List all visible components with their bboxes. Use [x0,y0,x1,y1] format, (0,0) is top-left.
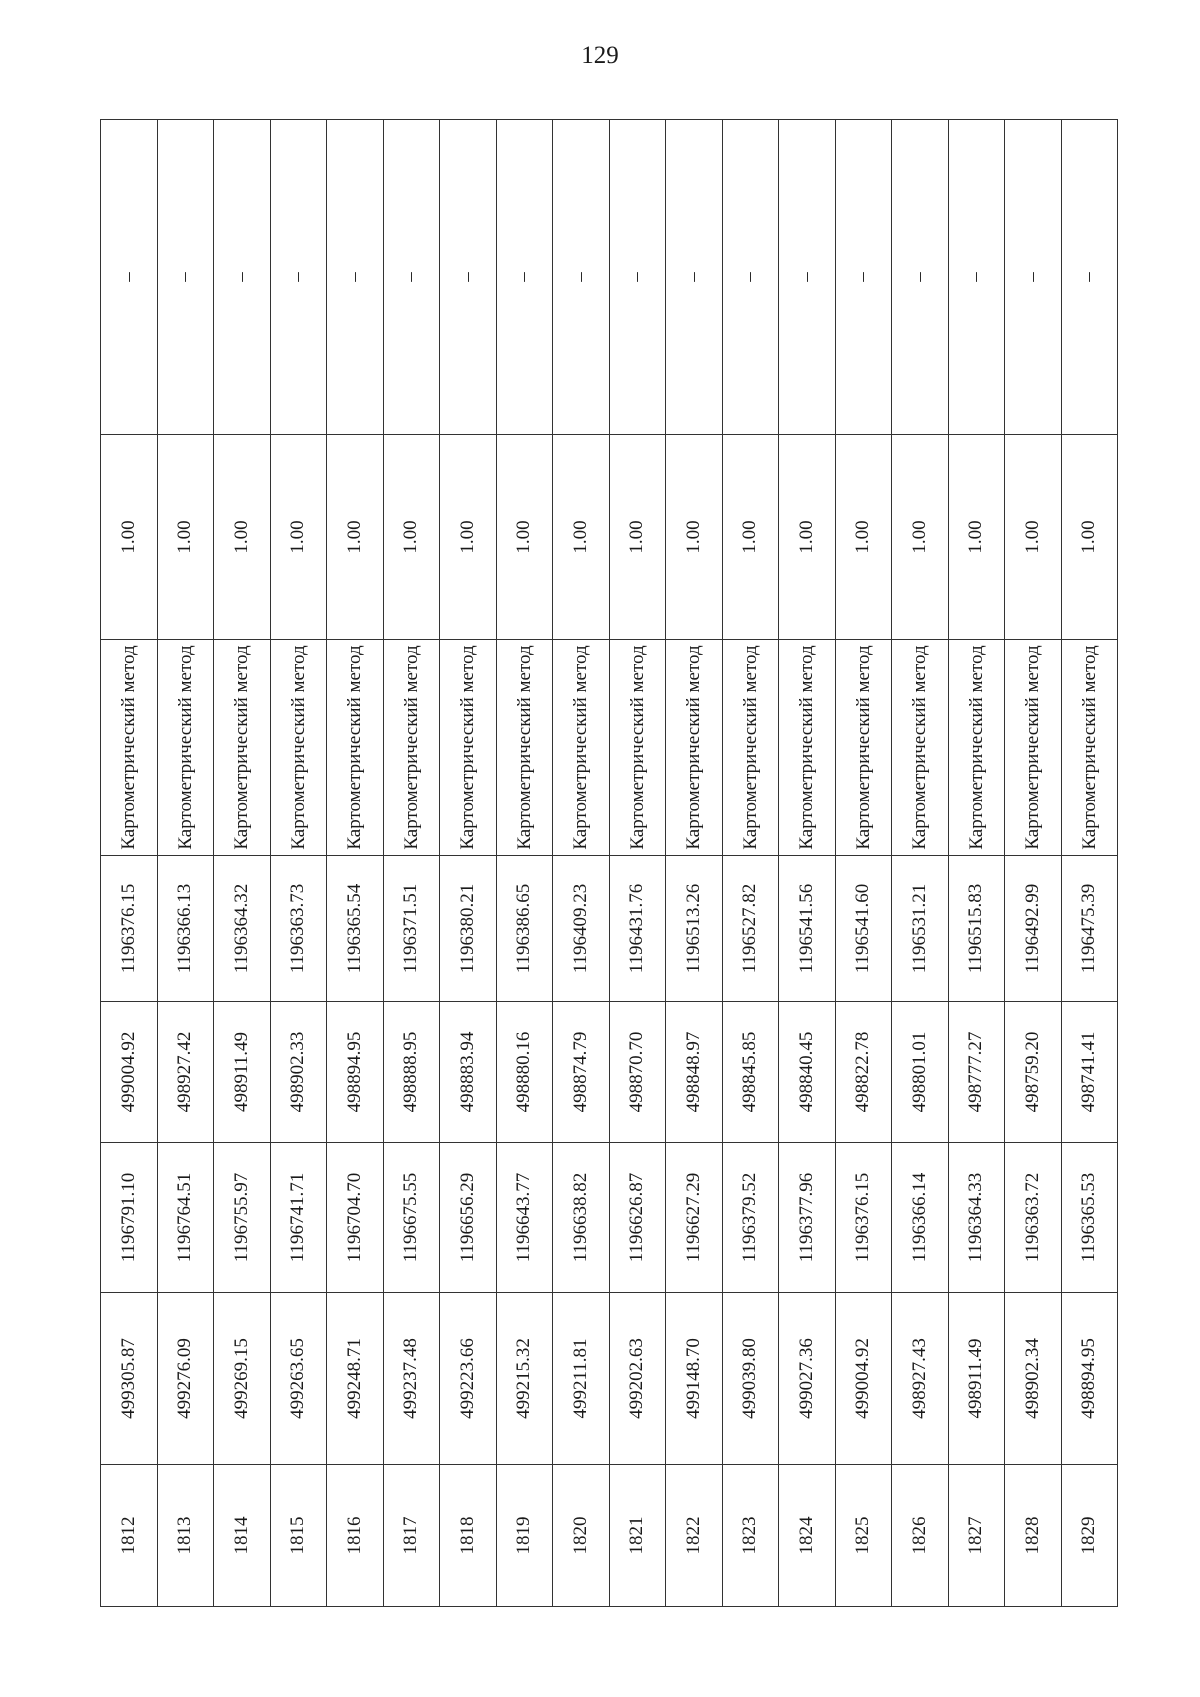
point-number-cell: 1812 [101,1465,158,1607]
accuracy-cell: 1.00 [835,435,892,640]
x-coordinate-2-cell: 498840.45 [779,1002,836,1143]
y-coordinate-cell: 1196643.77 [496,1143,553,1293]
x-coordinate-cell: 499202.63 [609,1293,666,1465]
point-number-cell: 1814 [214,1465,271,1607]
note-cell: – [948,120,1005,435]
rotated-table-inner [100,120,1118,1607]
y-coordinate-2-cell: 1196371.51 [383,856,440,1002]
table-row [214,120,271,1607]
x-coordinate-2-cell: 498880.16 [496,1002,553,1143]
point-number-cell: 1816 [327,1465,384,1607]
x-coordinate-2-cell: 498848.97 [666,1002,723,1143]
x-coordinate-2-cell: 498911.49 [214,1002,271,1143]
x-coordinate-2-cell: 498777.27 [948,1002,1005,1143]
accuracy-cell: 1.00 [496,435,553,640]
note-cell: – [496,120,553,435]
accuracy-cell: 1.00 [440,435,497,640]
y-coordinate-2-cell: 1196380.21 [440,856,497,1002]
point-number-cell: 1822 [666,1465,723,1607]
accuracy-cell: 1.00 [553,435,610,640]
method-cell: Картометрический метод [666,640,723,856]
method-cell: Картометрический метод [835,640,892,856]
y-coordinate-2-cell: 1196475.39 [1061,856,1118,1002]
table-row [101,120,158,1607]
method-cell: Картометрический метод [779,640,836,856]
point-number-cell: 1817 [383,1465,440,1607]
method-cell: Картометрический метод [327,640,384,856]
x-coordinate-2-cell: 498741.41 [1061,1002,1118,1143]
x-coordinate-2-cell: 498822.78 [835,1002,892,1143]
x-coordinate-cell: 499237.48 [383,1293,440,1465]
y-coordinate-cell: 1196377.96 [779,1143,836,1293]
note-cell: – [327,120,384,435]
y-coordinate-cell: 1196755.97 [214,1143,271,1293]
x-coordinate-2-cell: 498927.42 [157,1002,214,1143]
note-cell: – [383,120,440,435]
point-number-cell: 1826 [892,1465,949,1607]
x-coordinate-cell: 499305.87 [101,1293,158,1465]
note-cell: – [722,120,779,435]
y-coordinate-cell: 1196791.10 [101,1143,158,1293]
table-row [1061,120,1118,1607]
note-cell: – [270,120,327,435]
point-number-cell: 1818 [440,1465,497,1607]
accuracy-cell: 1.00 [214,435,271,640]
y-coordinate-cell: 1196376.15 [835,1143,892,1293]
x-coordinate-2-cell: 499004.92 [101,1002,158,1143]
y-coordinate-2-cell: 1196515.83 [948,856,1005,1002]
y-coordinate-2-cell: 1196527.82 [722,856,779,1002]
y-coordinate-cell: 1196764.51 [157,1143,214,1293]
y-coordinate-2-cell: 1196513.26 [666,856,723,1002]
x-coordinate-cell: 498894.95 [1061,1293,1118,1465]
y-coordinate-cell: 1196675.55 [383,1143,440,1293]
x-coordinate-2-cell: 498894.95 [327,1002,384,1143]
method-cell: Картометрический метод [496,640,553,856]
table-row [892,120,949,1607]
point-number-cell: 1829 [1061,1465,1118,1607]
x-coordinate-cell: 498902.34 [1005,1293,1062,1465]
x-coordinate-cell: 499276.09 [157,1293,214,1465]
accuracy-cell: 1.00 [779,435,836,640]
y-coordinate-2-cell: 1196541.60 [835,856,892,1002]
x-coordinate-cell: 499223.66 [440,1293,497,1465]
note-cell: – [214,120,271,435]
point-number-cell: 1813 [157,1465,214,1607]
table-body [101,120,1118,1607]
y-coordinate-cell: 1196704.70 [327,1143,384,1293]
note-cell: – [157,120,214,435]
x-coordinate-cell: 499248.71 [327,1293,384,1465]
note-cell: – [1061,120,1118,435]
x-coordinate-2-cell: 498902.33 [270,1002,327,1143]
method-cell: Картометрический метод [270,640,327,856]
x-coordinate-cell: 499039.80 [722,1293,779,1465]
y-coordinate-cell: 1196626.87 [609,1143,666,1293]
y-coordinate-cell: 1196363.72 [1005,1143,1062,1293]
table-row [440,120,497,1607]
y-coordinate-cell: 1196627.29 [666,1143,723,1293]
method-cell: Картометрический метод [214,640,271,856]
y-coordinate-2-cell: 1196366.13 [157,856,214,1002]
x-coordinate-2-cell: 498874.79 [553,1002,610,1143]
x-coordinate-cell: 499215.32 [496,1293,553,1465]
point-number-cell: 1821 [609,1465,666,1607]
method-cell: Картометрический метод [609,640,666,856]
table-row [835,120,892,1607]
x-coordinate-2-cell: 498888.95 [383,1002,440,1143]
y-coordinate-2-cell: 1196531.21 [892,856,949,1002]
table-row [609,120,666,1607]
note-cell: – [666,120,723,435]
x-coordinate-2-cell: 498801.01 [892,1002,949,1143]
method-cell: Картометрический метод [722,640,779,856]
accuracy-cell: 1.00 [383,435,440,640]
x-coordinate-cell: 499211.81 [553,1293,610,1465]
table-row [270,120,327,1607]
x-coordinate-cell: 498927.43 [892,1293,949,1465]
accuracy-cell: 1.00 [892,435,949,640]
method-cell: Картометрический метод [157,640,214,856]
y-coordinate-cell: 1196656.29 [440,1143,497,1293]
x-coordinate-2-cell: 498759.20 [1005,1002,1062,1143]
accuracy-cell: 1.00 [327,435,384,640]
coordinates-table [100,119,1118,1607]
y-coordinate-cell: 1196379.52 [722,1143,779,1293]
table-row [383,120,440,1607]
y-coordinate-cell: 1196638.82 [553,1143,610,1293]
note-cell: – [553,120,610,435]
accuracy-cell: 1.00 [270,435,327,640]
table-row [327,120,384,1607]
method-cell: Картометрический метод [948,640,1005,856]
method-cell: Картометрический метод [1061,640,1118,856]
y-coordinate-cell: 1196365.53 [1061,1143,1118,1293]
note-cell: – [835,120,892,435]
y-coordinate-2-cell: 1196492.99 [1005,856,1062,1002]
y-coordinate-2-cell: 1196376.15 [101,856,158,1002]
y-coordinate-cell: 1196366.14 [892,1143,949,1293]
y-coordinate-2-cell: 1196364.32 [214,856,271,1002]
table-row [779,120,836,1607]
y-coordinate-2-cell: 1196386.65 [496,856,553,1002]
method-cell: Картометрический метод [101,640,158,856]
x-coordinate-cell: 499269.15 [214,1293,271,1465]
note-cell: – [892,120,949,435]
accuracy-cell: 1.00 [1005,435,1062,640]
accuracy-cell: 1.00 [609,435,666,640]
x-coordinate-cell: 499148.70 [666,1293,723,1465]
point-number-cell: 1819 [496,1465,553,1607]
accuracy-cell: 1.00 [948,435,1005,640]
y-coordinate-cell: 1196741.71 [270,1143,327,1293]
point-number-cell: 1825 [835,1465,892,1607]
accuracy-cell: 1.00 [101,435,158,640]
point-number-cell: 1823 [722,1465,779,1607]
note-cell: – [101,120,158,435]
accuracy-cell: 1.00 [722,435,779,640]
point-number-cell: 1820 [553,1465,610,1607]
note-cell: – [440,120,497,435]
x-coordinate-2-cell: 498845.85 [722,1002,779,1143]
table-row [496,120,553,1607]
table-row [553,120,610,1607]
y-coordinate-2-cell: 1196409.23 [553,856,610,1002]
rotated-table-wrapper [100,120,1118,1607]
table-row [666,120,723,1607]
x-coordinate-2-cell: 498870.70 [609,1002,666,1143]
table-row [948,120,1005,1607]
accuracy-cell: 1.00 [157,435,214,640]
y-coordinate-2-cell: 1196431.76 [609,856,666,1002]
point-number-cell: 1824 [779,1465,836,1607]
table-row [157,120,214,1607]
method-cell: Картометрический метод [383,640,440,856]
x-coordinate-2-cell: 498883.94 [440,1002,497,1143]
method-cell: Картометрический метод [1005,640,1062,856]
x-coordinate-cell: 499263.65 [270,1293,327,1465]
x-coordinate-cell: 498911.49 [948,1293,1005,1465]
table-row [722,120,779,1607]
method-cell: Картометрический метод [440,640,497,856]
note-cell: – [779,120,836,435]
point-number-cell: 1815 [270,1465,327,1607]
y-coordinate-2-cell: 1196365.54 [327,856,384,1002]
accuracy-cell: 1.00 [1061,435,1118,640]
method-cell: Картометрический метод [892,640,949,856]
accuracy-cell: 1.00 [666,435,723,640]
note-cell: – [609,120,666,435]
page-number: 129 [581,42,619,69]
point-number-cell: 1827 [948,1465,1005,1607]
note-cell: – [1005,120,1062,435]
x-coordinate-cell: 499027.36 [779,1293,836,1465]
y-coordinate-cell: 1196364.33 [948,1143,1005,1293]
table-row [1005,120,1062,1607]
y-coordinate-2-cell: 1196363.73 [270,856,327,1002]
y-coordinate-2-cell: 1196541.56 [779,856,836,1002]
point-number-cell: 1828 [1005,1465,1062,1607]
method-cell: Картометрический метод [553,640,610,856]
x-coordinate-cell: 499004.92 [835,1293,892,1465]
